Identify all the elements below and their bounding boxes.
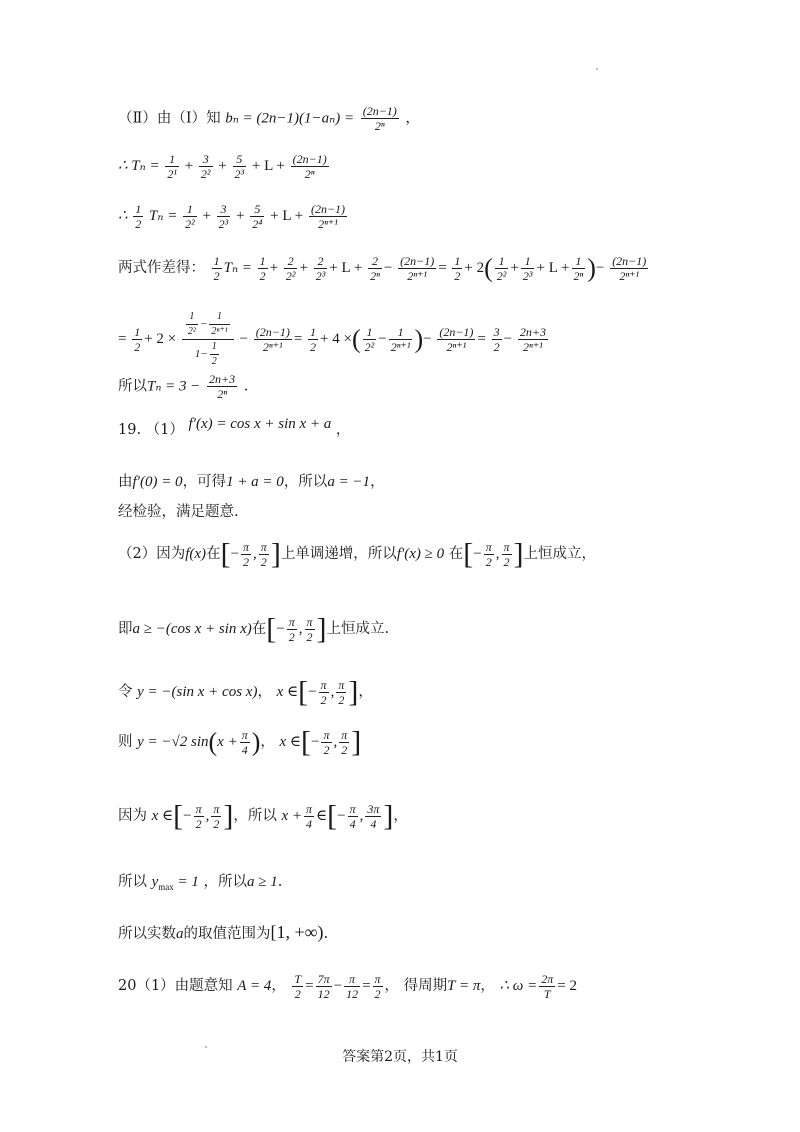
q19-range-line: 因为 x ∈[− $\frac{\pi}{2}$ , $\frac{\pi}{2}$ ]，所以 x + $\frac{\pi}{4}$ ∈[− $\frac{\pi}{4}$ , $\frac{3\pi}{4}$ ]， (118, 799, 408, 833)
tn-conclusion: 所以Tₙ = 3 − $\frac{2n+3}{\text{2ⁿ}}$ . (118, 372, 249, 401)
q19-ymax-line: 所以 $y_{max} = 1$ ，所以a ≥ 1. (118, 874, 283, 892)
q20-line: 20（1）由题意知 A = 4， $\frac{T}{2}$ = $\frac{7\pi}{12}$ − $\frac{\pi}{12}$ = $\frac{\pi}{2}$ ， 得周期T = π， ∴ ω = $\frac{2\pi}{T}$ = 2 (118, 972, 577, 1001)
bn-expression: bₙ = (2n−1)(1−aₙ) = (225, 110, 355, 127)
q19-part1: 19. （1） f′(x) = cos x + sin x + a ， (118, 416, 351, 438)
q19-label: 19. （1） (118, 422, 184, 438)
tn-sum-line: ∴ Tₙ = $\frac{1}{\text{2¹}}$ + $\frac{3}{\text{2²}}$ + $\frac{5}{\text{2³}}$ + L + $\frac{(2n-1)}{\text{2ⁿ}}$ (118, 152, 327, 181)
bn-fraction: $\frac{(2n-1)}{\text{2ⁿ}}$ (362, 104, 397, 133)
q19-derivative: f′(x) = cos x + sin x + a (188, 416, 332, 432)
geometric-sum-line: = $\frac{1}{2}$ + 2 × $\frac{1}{\text{2²}}$ − $\frac{1}{\text{2ⁿ⁺¹}}$ 1− $\frac{1}{2}$ − $\frac{(2n-1)}{\text{2ⁿ⁺¹}}$ = $\frac{1}{2}$ + 4 ×( $\frac{1}{\text{2²}}$ − $\frac{1}{\text{2ⁿ⁺¹}}$ )− $\frac{(2n-1)}{\text{2ⁿ⁺¹}}$ = $\frac{3}{2}$ − $\frac{2n+3}{\text{2ⁿ⁺¹}}$ (118, 311, 546, 367)
q19-final-line: 所以实数a的取值范围为[1, +∞). (118, 922, 329, 942)
difference-label: 两式作差得： (118, 259, 205, 276)
q19-part2: （2）因为f(x)在[− $\frac{\pi}{2}$ , $\frac{\pi}{2}$ ]上单调递增，所以f′(x) ≥ 0 在[− $\frac{\pi}{2}$ , $\frac{\pi}{2}$ ]上恒成立， (118, 537, 597, 571)
half-tn-line: ∴ $\frac{1}{2}$ Tₙ = $\frac{1}{\text{2²}}$ + $\frac{3}{\text{2³}}$ + $\frac{5}{\text{2⁴}}$ + L + $\frac{(2n-1)}{\text{2ⁿ⁺¹}}$ (118, 202, 346, 231)
q19-condition: 由f′(0) = 0，可得1 + a = 0，所以a = −1， (118, 474, 385, 490)
q20-label: 20（1）由题意知 (118, 977, 233, 994)
q19-check: 经检验，满足题意. (118, 504, 239, 520)
part2-line: （Ⅱ）由（Ⅰ）知 bₙ = (2n−1)(1−aₙ) = $\frac{(2n-1)}{\text{2ⁿ}}$ ， (118, 104, 420, 133)
difference-line: 两式作差得： $\frac{1}{2}$ Tₙ = $\frac{1}{2}$ + $\frac{2}{\text{2²}}$ + $\frac{2}{\text{2³}}$ + L + $\frac{2}{\text{2ⁿ}}$ − $\frac{(2n-1)}{\text{2ⁿ⁺¹}}$ = $\frac{1}{2}$ + 2( $\frac{1}{\text{2²}}$ + $\frac{1}{\text{2³}}$ + L + $\frac{1}{\text{2ⁿ}}$ )− $\frac{(2n-1)}{\text{2ⁿ⁺¹}}$ (118, 253, 647, 283)
q19-inequality: 即a ≥ −(cos x + sin x)在[− $\frac{\pi}{2}$ , $\frac{\pi}{2}$ ]上恒成立. (118, 612, 390, 646)
scan-speck (596, 68, 598, 70)
q19-let-line: 令 y = −(sin x + cos x)， x ∈[− $\frac{\pi}{2}$ , $\frac{\pi}{2}$ ]， (118, 675, 373, 709)
page-footer: 答案第2页，共1页 (342, 1049, 458, 1065)
part2-label: （Ⅱ）由（Ⅰ）知 (118, 110, 221, 127)
q19-then-line: 则 y = −√2 sin(x + $\frac{\pi}{4}$ )， x ∈[− $\frac{\pi}{2}$ , $\frac{\pi}{2}$ ] (118, 725, 362, 759)
